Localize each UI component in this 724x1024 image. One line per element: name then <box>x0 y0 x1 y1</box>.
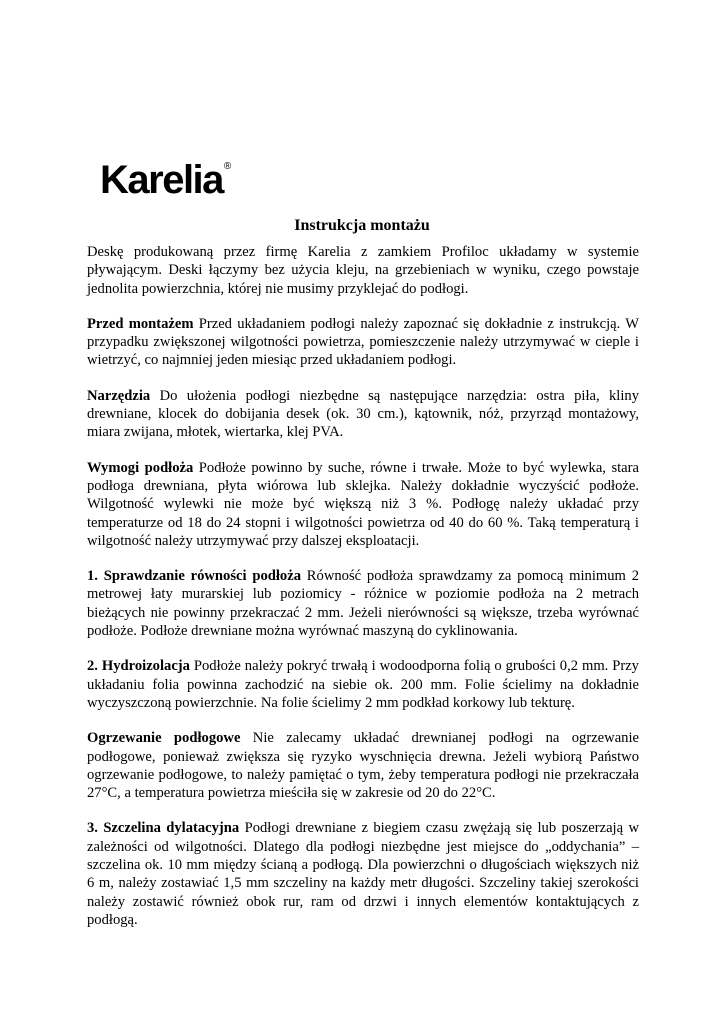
logo-wordmark: Karelia <box>100 158 223 202</box>
paragraph-heading: 2. Hydroizolacja <box>87 658 190 675</box>
paragraph-heading: Narzędzia <box>87 387 151 404</box>
paragraph-text: Nie zalecamy układać drewnianej podłogi na ogrzewanie podłogowe, ponieważ zwiększa się ryzyko wyschnięcia drewna. Jeżeli wybiorą Państwo ogrzewanie podłogowe, to należy pamiętać o tym, żeby temperatura podłogi nie przekraczała 27°C, a temperatura powietrza mieściła się w zakresie od 20 do 22°C. <box>87 730 639 802</box>
paragraph-intro <box>87 243 639 298</box>
paragraph-heading: Przed montażem <box>87 315 194 332</box>
paragraph-text: Przed układaniem podłogi należy zapoznać się dokładnie z instrukcją. W przypadku zwiększonej wilgotności powietrza, pomieszczenie należy utrzymywać w cieple i wietrzyć, co najmniej jeden miesiąc przed układaniem podłogi. <box>87 315 639 369</box>
document-title: Instrukcja montażu <box>294 217 430 234</box>
paragraph-przed-montazem <box>87 315 639 370</box>
paragraph-hydroizolacja <box>87 657 639 712</box>
paragraph-heading: 3. Szczelina dylatacyjna <box>87 820 240 837</box>
registered-mark: ® <box>223 161 232 172</box>
paragraph-szczelina-dylatacyjna <box>87 819 639 929</box>
paragraph-heading: 1. Sprawdzanie równości podłoża <box>87 568 301 585</box>
paragraph-text: Podłoże powinno by suche, równe i trwałe. Może to być wylewka, stara podłoga drewniana, płyta wiórowa lub sklejka. Należy dokładnie wyczyścić podłoże. Wilgotność wylewki nie może być większą niż 3 %. Podłogę należy układać przy temperaturze od 18 do 24 stopni i wilgotności powietrza od 40 do 60 %. Taką temperaturą i wilgotność należy utrzymywać przy dalszej eksploatacji. <box>87 459 639 549</box>
paragraph-ogrzewanie-podlogowe <box>87 729 639 802</box>
paragraph-text: Podłoże należy pokryć trwałą i wodoodporna folią o grubości 0,2 mm. Przy układaniu folia powinna zachodzić na siebie ok. 200 mm. Folie ścielimy na dokładnie wyczyszczoną powierzchnie. Na folie ścielimy 2 mm podkład korkowy lub tekturę. <box>87 658 639 711</box>
paragraph-text: Do ułożenia podłogi niezbędne są następujące narzędzia: ostra piła, kliny drewniane, klocek do dobijania desek (ok. 30 cm.), kątownik, nóż, przyrząd montażowy, miara zwijana, młotek, wiertarka, klej PVA. <box>87 387 639 441</box>
paragraph-text: Deskę produkowaną przez firmę Karelia z zamkiem Profiloc układamy w systemie pływającym. Deski łączymy bez użycia kleju, na grzebieniach w wyniku, czego powstaje jednolita powierzchnia, której nie musimy przyklejać do podłogi. <box>87 244 639 297</box>
karelia-logo <box>100 160 231 200</box>
paragraph-heading: Ogrzewanie podłogowe <box>87 730 241 747</box>
document-body <box>87 243 639 946</box>
paragraph-wymogi-podloza <box>87 459 639 550</box>
paragraph-heading: Wymogi podłoża <box>87 459 194 476</box>
paragraph-narzedzia <box>87 387 639 442</box>
paragraph-text: Podłogi drewniane z biegiem czasu zwężają się lub poszerzają w zależności od wilgotności. Dlatego dla podłogi niezbędne jest miejsce do „oddychania” – szczelina ok. 10 mm między ścianą a podłogą. Dla powierzchni o długościach większych niż 6 m, należy zostawiać 1,5 mm szczeliny na każdy metr długości. Szczeliny takiej szerokości należy zostawić również obok rur, ram od drzwi i innych elementów kontaktujących z podłogą. <box>87 820 639 928</box>
paragraph-text: Równość podłoża sprawdzamy za pomocą minimum 2 metrowej łaty murarskiej lub poziomicy - różnice w poziomie podłoża na 2 metrach bieżących nie powinny przekraczać 2 mm. Jeżeli nierówności są większe, trzeba wyrównać podłoże. Podłoże drewniane można wyrównać maszyną do cyklinowania. <box>87 568 639 640</box>
paragraph-sprawdzanie-rownosci <box>87 567 639 640</box>
